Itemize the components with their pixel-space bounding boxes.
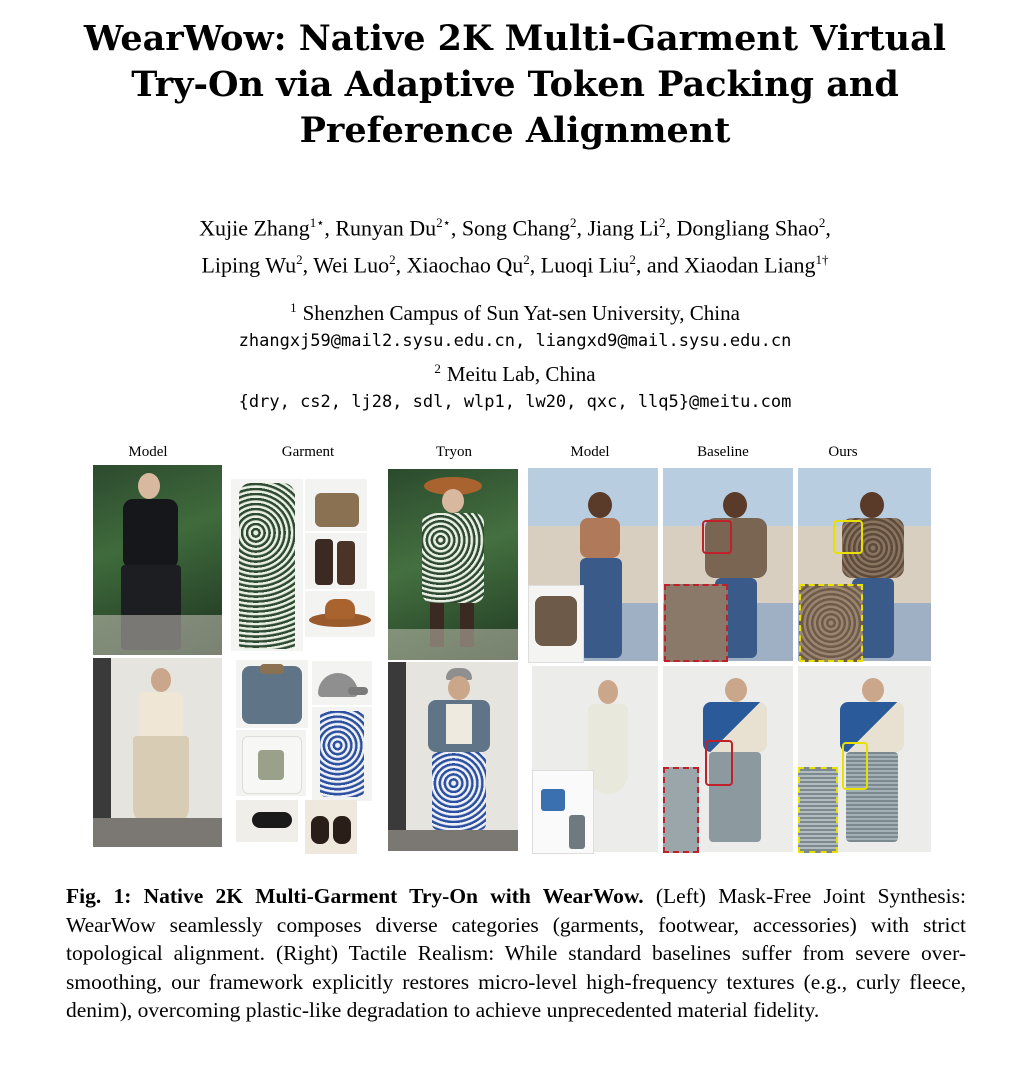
author-line-2: Liping Wu$^2$, Wei Luo$^2$, Xiaochao Qu$^2$, Luoqi Liu$^2$, and Xiaodan Liang$^{1\dagger}$ xyxy=(201,252,829,278)
title-line-1: WearWow: Native 2K Multi-Garment Virtual xyxy=(83,18,947,59)
column-header-baseline: Baseline xyxy=(697,444,749,460)
ours-highlight-box-2 xyxy=(842,742,868,790)
garment-cap xyxy=(312,661,372,705)
ours-zoom-inset-1 xyxy=(799,584,863,662)
baseline-highlight-box-2 xyxy=(705,740,733,786)
caption-bold-title: Native 2K Multi-Garment Try-On with WearWow. xyxy=(143,884,644,908)
author-name: Runyan Du xyxy=(335,215,437,241)
garment-collage xyxy=(532,770,594,854)
author-name: Xiaochao Qu xyxy=(406,252,524,278)
title-line-2: Try-On via Adaptive Token Packing and xyxy=(131,64,899,105)
affiliations xyxy=(60,294,970,416)
figure-caption xyxy=(66,882,966,1025)
paper-title xyxy=(60,16,970,154)
affiliation-2: $^2$ Meitu Lab, China xyxy=(434,361,596,386)
garment-tshirt xyxy=(236,730,306,796)
garment-floral-dress xyxy=(231,479,303,651)
title-line-3: Preference Alignment xyxy=(299,110,731,151)
affiliation-1-email: zhangxj59@mail2.sysu.edu.cn, liangxd9@mail.sysu.edu.cn xyxy=(238,331,792,351)
author-list xyxy=(40,207,990,282)
author-name: Dongliang Shao xyxy=(676,215,819,241)
author-name: Xujie Zhang xyxy=(199,215,310,241)
figure-1 xyxy=(0,440,1030,860)
author-name: Liping Wu xyxy=(201,252,297,278)
garment-loafers xyxy=(305,800,357,854)
column-header-model-right: Model xyxy=(570,444,610,460)
author-name: Jiang Li xyxy=(587,215,659,241)
affiliation-1: $^1$ Shenzhen Campus of Sun Yat-sen University, China xyxy=(290,300,740,325)
column-header-garment: Garment xyxy=(281,444,335,460)
tryon-photo-1 xyxy=(388,469,518,660)
garment-sunglasses xyxy=(236,800,298,842)
garment-denim-jacket xyxy=(236,660,308,728)
garment-bag xyxy=(305,479,367,531)
baseline-zoom-inset-1 xyxy=(664,584,728,662)
garment-fleece-jacket xyxy=(528,585,584,663)
and-word: and xyxy=(646,252,679,278)
author-name: Wei Luo xyxy=(313,252,390,278)
garment-boots xyxy=(305,533,367,589)
author-name: Xiaodan Liang xyxy=(684,252,816,278)
author-name: Song Chang xyxy=(461,215,570,241)
ours-highlight-box-1 xyxy=(833,520,863,554)
garment-cowboy-hat xyxy=(305,591,375,637)
column-header-tryon: Tryon xyxy=(435,444,473,460)
tryon-photo-2 xyxy=(388,662,518,851)
baseline-highlight-box-1 xyxy=(702,520,732,554)
model-photo-2 xyxy=(93,658,222,847)
column-header-ours: Ours xyxy=(828,444,858,460)
author-line-1: Xujie Zhang$^{1⋆}$, Runyan $Du^{2⋆}$, Song Chang$^2$, Jiang Li$^2$, Dongliang Shao$^2$, xyxy=(199,215,831,241)
model-photo-1 xyxy=(93,465,222,655)
column-header-model-left: Model xyxy=(128,444,168,460)
garment-printed-pants xyxy=(312,707,372,801)
caption-body: (Left) Mask-Free Joint Synthesis: WearWow seamlessly composes diverse categories (garments, footwear, accessories) with strict topological alignment. (Right) Tactile Realism: While standard baselines suffer from severe over-smoothing, our framework explicitly restores micro-level high-frequency textures (e.g., curly fleece, denim), overcoming plastic-like degradation to achieve unprecedented material fidelity. xyxy=(66,884,966,1022)
caption-label: Fig. 1: xyxy=(66,884,132,908)
author-name: Luoqi Liu xyxy=(540,252,630,278)
ours-zoom-inset-2 xyxy=(798,767,838,853)
affiliation-2-email: {dry, cs2, lj28, sdl, wlp1, lw20, qxc, llq5}@meitu.com xyxy=(238,392,792,412)
baseline-zoom-inset-2 xyxy=(663,767,699,853)
